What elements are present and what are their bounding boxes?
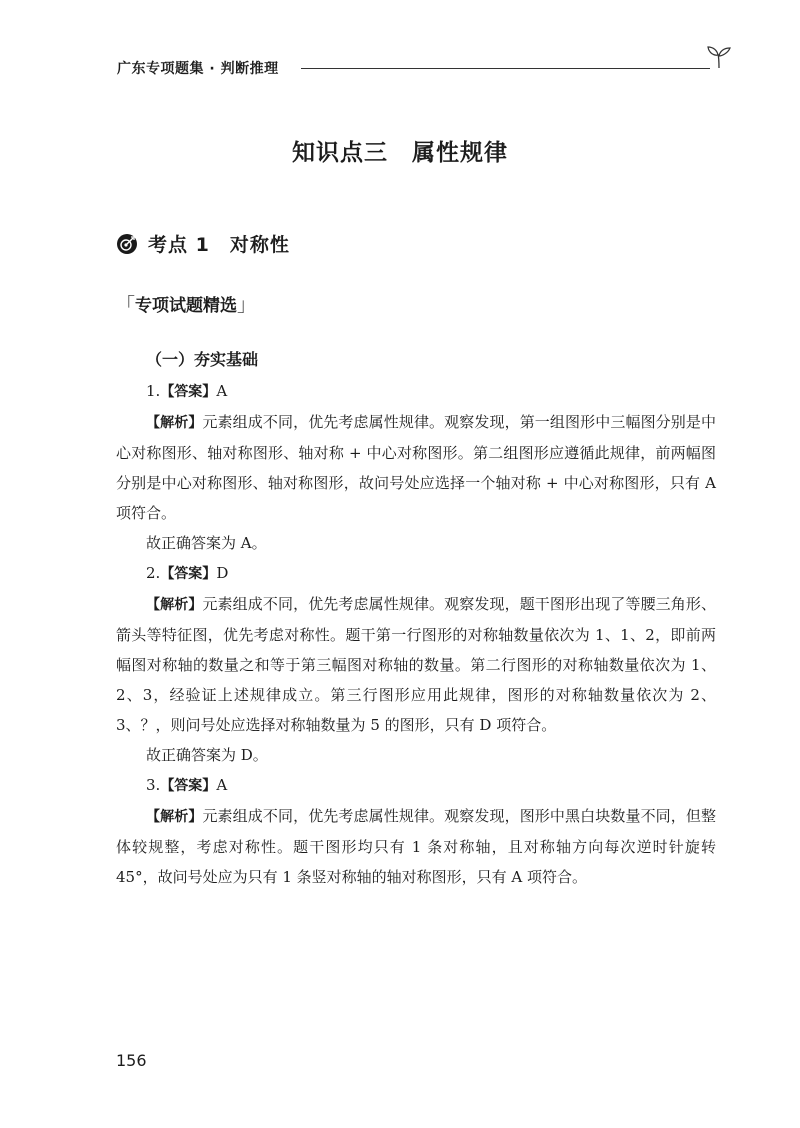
page-number: 156 bbox=[116, 1051, 147, 1070]
kaodian-heading bbox=[116, 230, 290, 257]
item-number: 2. bbox=[146, 564, 161, 582]
answer-label: 【答案】 bbox=[160, 778, 217, 794]
running-header bbox=[117, 52, 732, 82]
target-dart-icon bbox=[116, 233, 138, 255]
answer-value: D bbox=[216, 564, 229, 582]
answer-analysis-list bbox=[116, 376, 716, 892]
analysis-text: 元素组成不同，优先考虑属性规律。观察发现，图形中黑白块数量不同，但整体较规整，考虑对称性。题干图形均只有 1 条对称轴，且对称轴方向每次逆时针旋转 45°，故问号处应为只有 1 条竖对称轴的轴对称图形，只有 A 项符合。 bbox=[116, 807, 716, 886]
section-heading bbox=[116, 290, 256, 317]
header-title: 广东专项题集 · 判断推理 bbox=[117, 61, 279, 77]
bracket-close: 」 bbox=[237, 294, 257, 316]
chapter-title: 知识点三 属性规律 bbox=[292, 140, 508, 166]
analysis-para-1 bbox=[116, 407, 716, 528]
item-number: 1. bbox=[146, 382, 161, 400]
sprout-icon bbox=[706, 44, 732, 70]
answer-line-1 bbox=[116, 376, 716, 407]
analysis-label: 【解析】 bbox=[146, 597, 203, 613]
analysis-para-3 bbox=[116, 801, 716, 892]
answer-label: 【答案】 bbox=[160, 384, 217, 400]
answer-line-3 bbox=[116, 770, 716, 801]
subsection-heading: （一）夯实基础 bbox=[146, 350, 259, 369]
bracket-open: 「 bbox=[116, 294, 136, 316]
kaodian-label: 考点 1 对称性 bbox=[148, 234, 290, 256]
section-label: 专项试题精选 bbox=[135, 296, 238, 316]
answer-value: A bbox=[216, 382, 228, 400]
conclusion-2: 故正确答案为 D。 bbox=[146, 746, 268, 764]
item-number: 3. bbox=[146, 776, 161, 794]
header-rule bbox=[301, 68, 710, 69]
answer-label: 【答案】 bbox=[160, 566, 217, 582]
conclusion-1: 故正确答案为 A。 bbox=[146, 534, 267, 552]
answer-line-2 bbox=[116, 558, 716, 589]
analysis-para-2 bbox=[116, 589, 716, 740]
analysis-text: 元素组成不同，优先考虑属性规律。观察发现，题干图形出现了等腰三角形、箭头等特征图，优先考虑对称性。题干第一行图形的对称轴数量依次为 1、1、2，即前两幅图对称轴的数量之和等于第三幅图对称轴的数量。第二行图形的对称轴数量依次为 1、2、3，经验证上述规律成立。第三行图形应用此规律，图形的对称轴数量依次为 2、3、？，则问号处应选择对称轴数量为 5 的图形，只有 D 项符合。 bbox=[116, 595, 716, 734]
analysis-label: 【解析】 bbox=[146, 415, 203, 431]
analysis-label: 【解析】 bbox=[146, 809, 203, 825]
analysis-text: 元素组成不同，优先考虑属性规律。观察发现，第一组图形中三幅图分别是中心对称图形、轴对称图形、轴对称 + 中心对称图形。第二组图形应遵循此规律，前两幅图分别是中心对称图形、轴对称图形，故问号处应选择一个轴对称 + 中心对称图形，只有 A 项符合。 bbox=[116, 413, 716, 522]
answer-value: A bbox=[216, 776, 228, 794]
